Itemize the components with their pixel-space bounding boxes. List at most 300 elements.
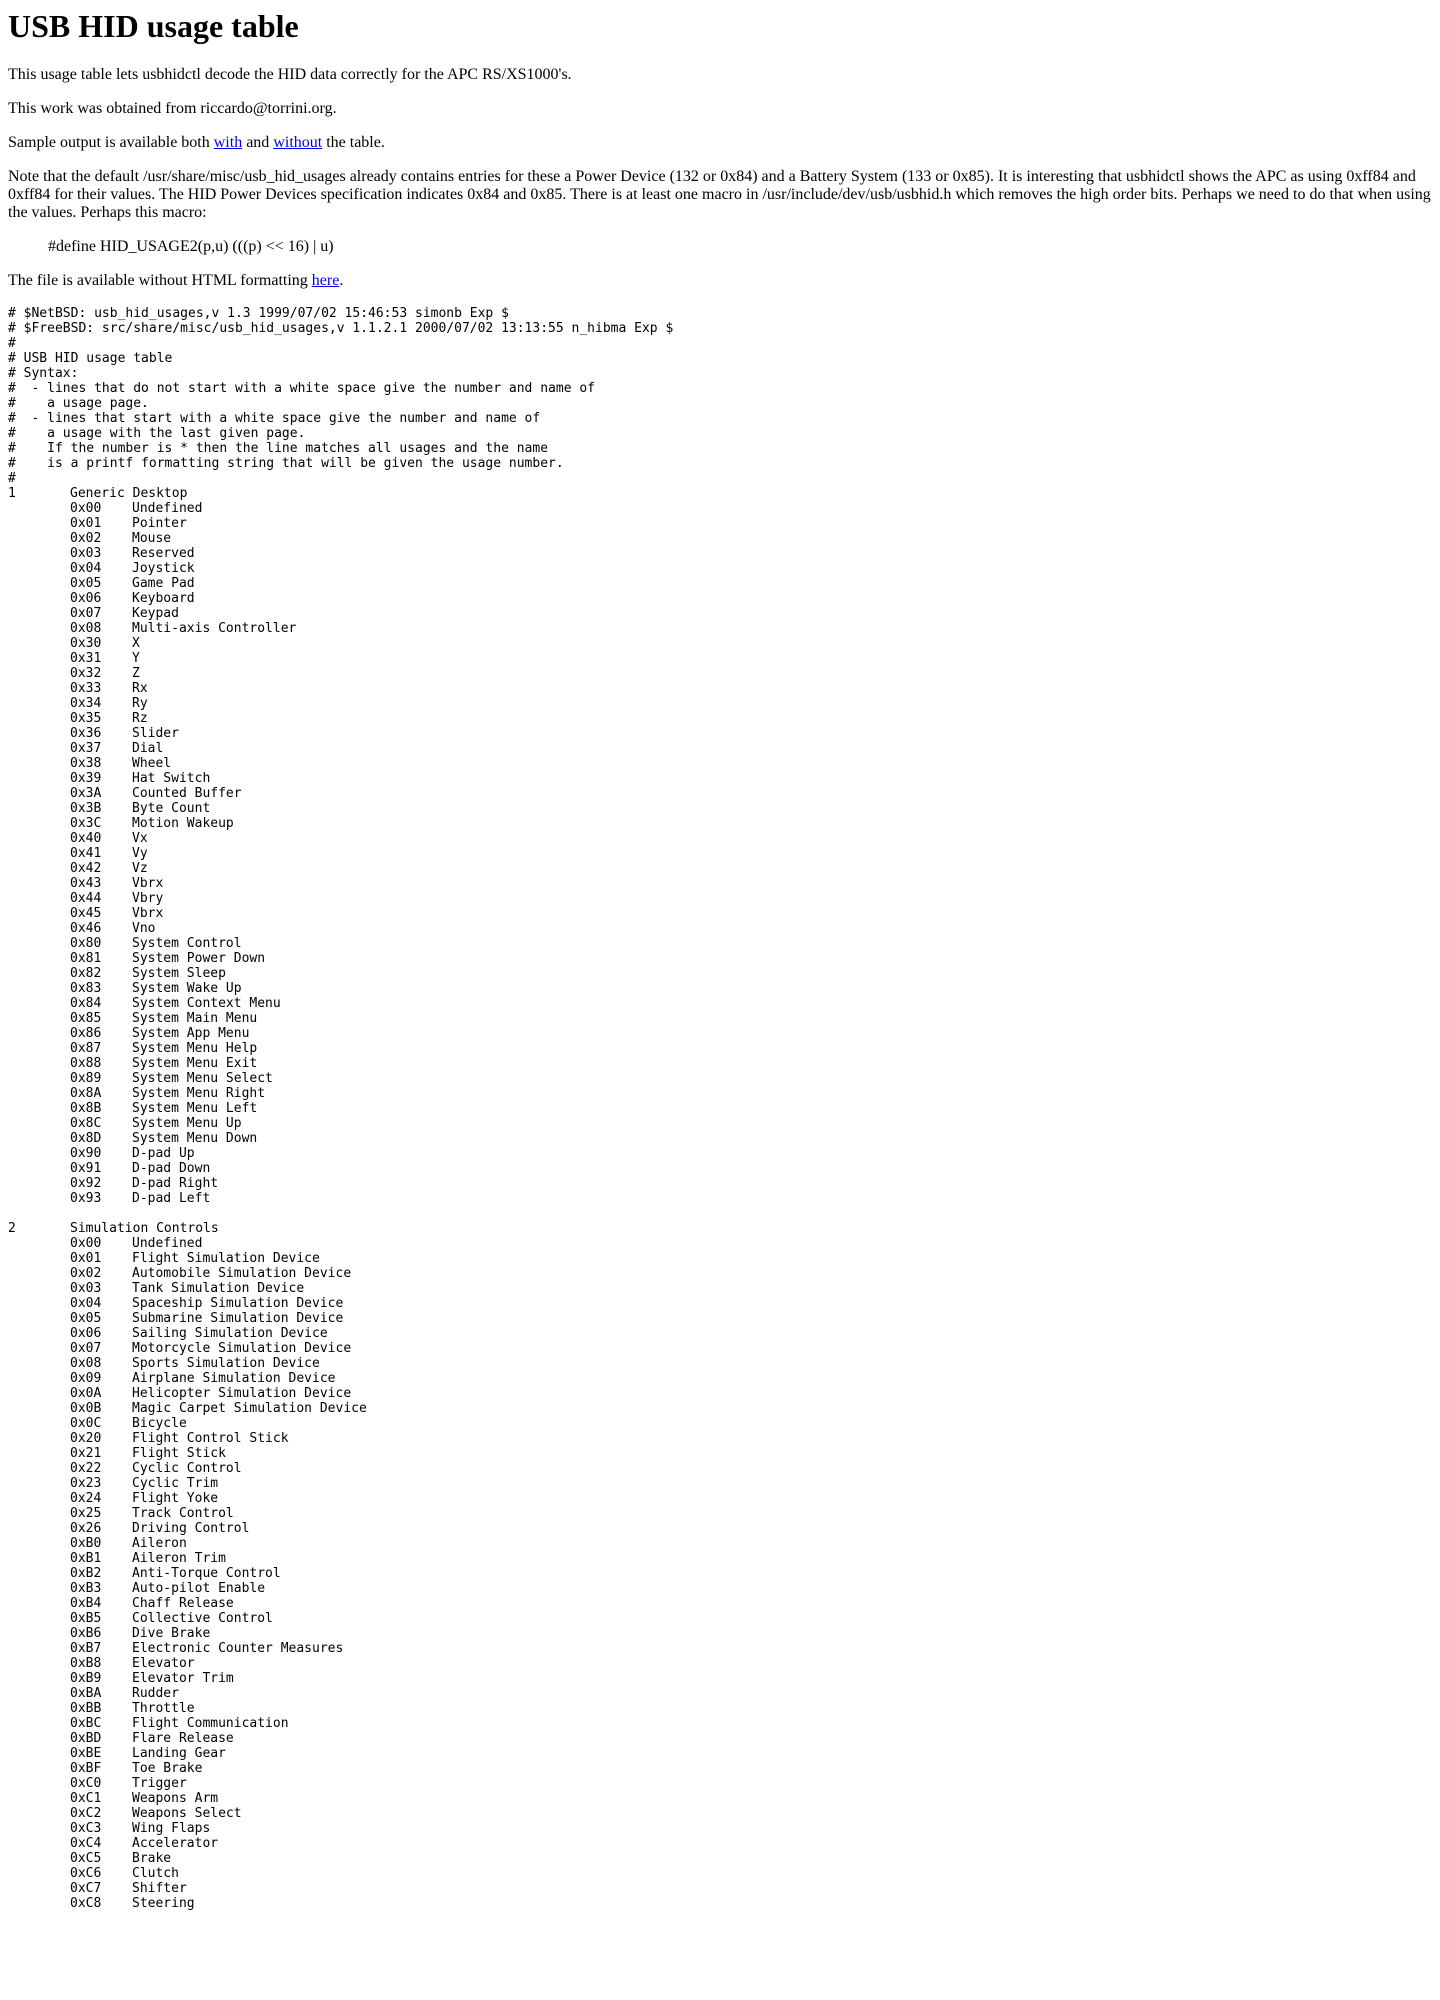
usage-name: System Sleep (132, 966, 226, 981)
usage-row (8, 831, 1432, 846)
usage-name: Flight Stick (132, 1446, 226, 1461)
usage-code: 0x93 (70, 1191, 102, 1206)
usage-row (8, 576, 1432, 591)
usage-row (8, 1626, 1432, 1641)
usage-name: Flight Communication (132, 1716, 289, 1731)
usage-name: Track Control (132, 1506, 234, 1521)
usage-code: 0x25 (70, 1506, 102, 1521)
usage-row (8, 846, 1432, 861)
usage-code: 0xB7 (70, 1641, 102, 1656)
usage-code: 0x8C (70, 1116, 102, 1131)
usage-code: 0x43 (70, 876, 102, 891)
usage-name: Rz (132, 711, 148, 726)
usage-name: Collective Control (132, 1611, 273, 1626)
usage-code: 0x45 (70, 906, 102, 921)
usage-code: 0x0A (70, 1386, 102, 1401)
usage-code: 0xB2 (70, 1566, 102, 1581)
usage-code: 0x0B (70, 1401, 102, 1416)
usage-row (8, 936, 1432, 951)
usage-code: 0xBB (70, 1701, 102, 1716)
usage-name: Elevator (132, 1656, 195, 1671)
usage-row (8, 1596, 1432, 1611)
usage-code: 0x0C (70, 1416, 102, 1431)
usage-row (8, 591, 1432, 606)
usage-name: Helicopter Simulation Device (132, 1386, 352, 1401)
usage-row (8, 1656, 1432, 1671)
listing-header (8, 306, 1432, 486)
usage-row (8, 1776, 1432, 1791)
usage-row (8, 1176, 1432, 1191)
without-link[interactable]: without (273, 134, 323, 151)
usage-name: Vbrx (132, 876, 164, 891)
usage-row (8, 816, 1432, 831)
usage-name: Motion Wakeup (132, 816, 234, 831)
usage-name: Byte Count (132, 801, 211, 816)
file-note-before: The file is available without HTML formatting (8, 272, 312, 289)
usage-row (8, 1851, 1432, 1866)
usage-name: System Context Menu (132, 996, 281, 1011)
usage-code: 0x05 (70, 1311, 102, 1326)
usage-row (8, 1791, 1432, 1806)
usage-name: Vbry (132, 891, 164, 906)
usage-name: Sailing Simulation Device (132, 1326, 328, 1341)
usage-name: Y (132, 651, 140, 666)
usage-code: 0x24 (70, 1491, 102, 1506)
usage-row (8, 1896, 1432, 1911)
usage-row (8, 921, 1432, 936)
usage-row (8, 636, 1432, 651)
usage-code: 0xC7 (70, 1881, 102, 1896)
sample-text-middle: and (242, 134, 274, 151)
usage-code: 0xC8 (70, 1896, 102, 1911)
comment-line: # - lines that do not start with a white space give the number and name of (8, 381, 595, 396)
usage-code: 0x26 (70, 1521, 102, 1536)
usage-name: Undefined (132, 1236, 203, 1251)
usage-name: Keypad (132, 606, 179, 621)
usage-row (8, 1191, 1432, 1206)
usage-name: Sports Simulation Device (132, 1356, 320, 1371)
comment-line: # (8, 336, 16, 351)
usage-name: Rudder (132, 1686, 179, 1701)
usage-code: 0xB8 (70, 1656, 102, 1671)
usage-name: D-pad Down (132, 1161, 211, 1176)
usage-name: D-pad Up (132, 1146, 195, 1161)
usage-code: 0xBF (70, 1761, 102, 1776)
usage-code: 0x86 (70, 1026, 102, 1041)
usage-code: 0x92 (70, 1176, 102, 1191)
usage-code: 0xC4 (70, 1836, 102, 1851)
with-link[interactable]: with (213, 134, 243, 151)
usage-name: Aileron Trim (132, 1551, 226, 1566)
usage-code: 0x37 (70, 741, 102, 756)
usage-row (8, 1551, 1432, 1566)
usage-name: Landing Gear (132, 1746, 226, 1761)
usage-row (8, 1251, 1432, 1266)
usage-name: System Menu Help (132, 1041, 258, 1056)
usage-page-name: Generic Desktop (70, 486, 188, 501)
usage-row (8, 996, 1432, 1011)
usage-name: System Menu Select (132, 1071, 273, 1086)
usage-name: Anti-Torque Control (132, 1566, 281, 1581)
comment-line: # If the number is * then the line matches all usages and the name (8, 441, 549, 456)
usage-code: 0xBC (70, 1716, 102, 1731)
macro-quote: #define HID_USAGE2(p,u) (((p) << 16) | u) (48, 238, 334, 255)
usage-name: System Control (132, 936, 242, 951)
usage-row (8, 1641, 1432, 1656)
usage-name: System Menu Down (132, 1131, 258, 1146)
usage-name: Shifter (132, 1881, 187, 1896)
usage-name: Vbrx (132, 906, 164, 921)
usage-code: 0x88 (70, 1056, 102, 1071)
usage-row (8, 1431, 1432, 1446)
usage-row (8, 1716, 1432, 1731)
usage-code: 0x3B (70, 801, 102, 816)
usage-code: 0x90 (70, 1146, 102, 1161)
usage-code: 0xB0 (70, 1536, 102, 1551)
usage-name: Tank Simulation Device (132, 1281, 305, 1296)
usage-code: 0x36 (70, 726, 102, 741)
usage-row (8, 1881, 1432, 1896)
usage-row (8, 1461, 1432, 1476)
usage-row (8, 531, 1432, 546)
usage-name: System Menu Exit (132, 1056, 258, 1071)
usage-code: 0xC5 (70, 1851, 102, 1866)
usage-name: System Main Menu (132, 1011, 258, 1026)
usage-row (8, 1731, 1432, 1746)
usage-code: 0x84 (70, 996, 102, 1011)
usage-code: 0x32 (70, 666, 102, 681)
usage-row (8, 1011, 1432, 1026)
sample-text-after: the table. (322, 134, 385, 151)
usage-row (8, 1071, 1432, 1086)
usage-row (8, 546, 1432, 561)
usage-code: 0x82 (70, 966, 102, 981)
usage-row (8, 771, 1432, 786)
usage-name: Chaff Release (132, 1596, 234, 1611)
usage-code: 0x22 (70, 1461, 102, 1476)
usage-code: 0x91 (70, 1161, 102, 1176)
usage-code: 0x08 (70, 621, 102, 636)
usage-name: Undefined (132, 501, 203, 516)
usage-name: System Power Down (132, 951, 266, 966)
usage-name: Multi-axis Controller (132, 621, 297, 636)
usage-row (8, 1116, 1432, 1131)
usage-row (8, 966, 1432, 981)
usage-code: 0x3A (70, 786, 102, 801)
usage-code: 0x00 (70, 501, 102, 516)
sample-paragraph (8, 134, 1432, 152)
usage-code: 0x05 (70, 576, 102, 591)
usage-row (8, 1821, 1432, 1836)
usage-code: 0xC1 (70, 1791, 102, 1806)
usage-name: Ry (132, 696, 148, 711)
usage-name: Toe Brake (132, 1761, 203, 1776)
usage-page-number: 1 (8, 486, 16, 501)
usage-page-number: 2 (8, 1221, 16, 1236)
usage-code: 0x33 (70, 681, 102, 696)
usage-name: Counted Buffer (132, 786, 242, 801)
usage-name: Z (132, 666, 140, 681)
usage-name: D-pad Left (132, 1191, 211, 1206)
usage-row (8, 1266, 1432, 1281)
usage-code: 0x06 (70, 591, 102, 606)
usage-row (8, 1476, 1432, 1491)
usage-name: Vz (132, 861, 148, 876)
usage-row (8, 1386, 1432, 1401)
usage-name: Cyclic Trim (132, 1476, 219, 1491)
usage-code: 0xC0 (70, 1776, 102, 1791)
usage-page-header (8, 1221, 1432, 1236)
usage-row (8, 1611, 1432, 1626)
usage-name: Flight Simulation Device (132, 1251, 320, 1266)
usage-row (8, 741, 1432, 756)
usage-name: Flight Yoke (132, 1491, 219, 1506)
usage-code: 0x06 (70, 1326, 102, 1341)
usage-name: Steering (132, 1896, 195, 1911)
usage-row (8, 801, 1432, 816)
usage-row (8, 726, 1432, 741)
intro-paragraph-1: This usage table lets usbhidctl decode the HID data correctly for the APC RS/XS1000's. (8, 66, 572, 83)
usage-code: 0x85 (70, 1011, 102, 1026)
usage-row (8, 561, 1432, 576)
usage-row (8, 1536, 1432, 1551)
usage-name: Electronic Counter Measures (132, 1641, 344, 1656)
usage-name: Keyboard (132, 591, 195, 606)
usage-row (8, 1371, 1432, 1386)
usage-code: 0xC2 (70, 1806, 102, 1821)
usage-row (8, 651, 1432, 666)
usage-row (8, 621, 1432, 636)
comment-line: # - lines that start with a white space give the number and name of (8, 411, 541, 426)
usage-row (8, 1581, 1432, 1596)
usage-name: Dive Brake (132, 1626, 211, 1641)
usage-name: Submarine Simulation Device (132, 1311, 344, 1326)
usage-code: 0x02 (70, 1266, 102, 1281)
usage-row (8, 711, 1432, 726)
usage-code: 0x89 (70, 1071, 102, 1086)
usage-row (8, 981, 1432, 996)
usage-row (8, 1761, 1432, 1776)
usage-code: 0x23 (70, 1476, 102, 1491)
usage-code: 0x20 (70, 1431, 102, 1446)
usage-code: 0xB1 (70, 1551, 102, 1566)
usage-code: 0xB5 (70, 1611, 102, 1626)
usage-row (8, 1281, 1432, 1296)
usage-code: 0x8A (70, 1086, 102, 1101)
usage-code: 0x00 (70, 1236, 102, 1251)
usage-code: 0x39 (70, 771, 102, 786)
usage-page-name: Simulation Controls (70, 1221, 219, 1236)
usage-name: System Menu Up (132, 1116, 242, 1131)
comment-line: # (8, 471, 16, 486)
usage-code: 0x01 (70, 1251, 102, 1266)
usage-code: 0x80 (70, 936, 102, 951)
usage-row (8, 1701, 1432, 1716)
comment-line: # a usage page. (8, 396, 149, 411)
usage-name: Vy (132, 846, 148, 861)
usage-row (8, 1131, 1432, 1146)
usage-name: Hat Switch (132, 771, 211, 786)
usage-name: Auto-pilot Enable (132, 1581, 266, 1596)
usage-code: 0x31 (70, 651, 102, 666)
usage-code: 0xC6 (70, 1866, 102, 1881)
usage-code: 0x41 (70, 846, 102, 861)
usage-name: System Wake Up (132, 981, 242, 996)
blank-line (8, 1206, 1432, 1221)
usage-row (8, 1566, 1432, 1581)
usage-code: 0x01 (70, 516, 102, 531)
usage-name: Accelerator (132, 1836, 219, 1851)
usage-name: Vx (132, 831, 148, 846)
usage-code: 0x02 (70, 531, 102, 546)
usage-name: Wing Flaps (132, 1821, 211, 1836)
usage-name: Dial (132, 741, 164, 756)
usage-code: 0x03 (70, 1281, 102, 1296)
usage-code: 0x07 (70, 606, 102, 621)
usage-name: Brake (132, 1851, 172, 1866)
usage-code: 0xB3 (70, 1581, 102, 1596)
usage-code: 0x30 (70, 636, 102, 651)
usage-row (8, 696, 1432, 711)
sample-text-before: Sample output is available both (8, 134, 214, 151)
usage-name: Elevator Trim (132, 1671, 234, 1686)
usage-name: Aileron (132, 1536, 187, 1551)
usage-row (8, 1506, 1432, 1521)
intro-paragraph-2: This work was obtained from riccardo@torrini.org. (8, 100, 337, 117)
usage-name: Mouse (132, 531, 172, 546)
usage-row (8, 1416, 1432, 1431)
usage-name: Flare Release (132, 1731, 234, 1746)
file-note-after: . (339, 272, 344, 289)
usage-code: 0xBD (70, 1731, 102, 1746)
usage-row (8, 1866, 1432, 1881)
usage-code: 0xBA (70, 1686, 102, 1701)
usage-row (8, 1806, 1432, 1821)
usage-row (8, 501, 1432, 516)
usage-row (8, 1521, 1432, 1536)
usage-code: 0x3C (70, 816, 102, 831)
usage-code: 0x09 (70, 1371, 102, 1386)
page-title: USB HID usage table (8, 8, 299, 44)
usage-row (8, 1311, 1432, 1326)
usage-name: Airplane Simulation Device (132, 1371, 336, 1386)
usage-row (8, 1341, 1432, 1356)
usage-name: System Menu Right (132, 1086, 266, 1101)
usage-code: 0xC3 (70, 1821, 102, 1836)
usage-name: Wheel (132, 756, 172, 771)
usage-code: 0x08 (70, 1356, 102, 1371)
usage-code: 0xB6 (70, 1626, 102, 1641)
usage-code: 0x21 (70, 1446, 102, 1461)
usage-row (8, 1686, 1432, 1701)
usage-row (8, 1101, 1432, 1116)
usage-code: 0x83 (70, 981, 102, 996)
usage-code: 0xB4 (70, 1596, 102, 1611)
usage-name: Weapons Select (132, 1806, 242, 1821)
usage-name: Weapons Arm (132, 1791, 219, 1806)
usage-name: D-pad Right (132, 1176, 219, 1191)
usage-row (8, 861, 1432, 876)
usage-code: 0x81 (70, 951, 102, 966)
usage-name: System Menu Left (132, 1101, 258, 1116)
usage-table-listing (8, 306, 1432, 1911)
usage-row (8, 906, 1432, 921)
comment-line: # a usage with the last given page. (8, 426, 306, 441)
comment-line: # $NetBSD: usb_hid_usages,v 1.3 1999/07/02 15:46:53 simonb Exp $ (8, 306, 509, 321)
usage-code: 0x38 (70, 756, 102, 771)
usage-name: Flight Control Stick (132, 1431, 289, 1446)
here-link[interactable]: here (311, 272, 340, 289)
comment-line: # $FreeBSD: src/share/misc/usb_hid_usages,v 1.1.2.1 2000/07/02 13:13:55 n_hibma Exp $ (8, 321, 674, 336)
usage-name: Slider (132, 726, 179, 741)
usage-row (8, 786, 1432, 801)
usage-row (8, 876, 1432, 891)
comment-line: # is a printf formatting string that will be given the usage number. (8, 456, 564, 471)
usage-name: X (132, 636, 140, 651)
usage-row (8, 1146, 1432, 1161)
usage-name: Vno (132, 921, 156, 936)
usage-name: Reserved (132, 546, 195, 561)
usage-name: Pointer (132, 516, 187, 531)
usage-name: Cyclic Control (132, 1461, 242, 1476)
usage-name: Game Pad (132, 576, 195, 591)
usage-code: 0x8B (70, 1101, 102, 1116)
usage-name: Driving Control (132, 1521, 250, 1536)
usage-row (8, 1401, 1432, 1416)
usage-row (8, 1236, 1432, 1251)
usage-name: Trigger (132, 1776, 187, 1791)
usage-row (8, 1491, 1432, 1506)
usage-row (8, 1356, 1432, 1371)
usage-name: Throttle (132, 1701, 195, 1716)
usage-code: 0x34 (70, 696, 102, 711)
usage-name: System App Menu (132, 1026, 250, 1041)
usage-row (8, 1056, 1432, 1071)
usage-name: Automobile Simulation Device (132, 1266, 352, 1281)
usage-row (8, 1086, 1432, 1101)
usage-name: Clutch (132, 1866, 179, 1881)
usage-code: 0x07 (70, 1341, 102, 1356)
usage-name: Magic Carpet Simulation Device (132, 1401, 367, 1416)
usage-row (8, 756, 1432, 771)
usage-row (8, 1026, 1432, 1041)
note-paragraph: Note that the default /usr/share/misc/usb_hid_usages already contains entries for these a Power Device (132 or 0x84) and a Battery System (133 or 0x85). It is interesting that usbhidctl shows the APC as using 0xff84 and 0xff84 for their values. The HID Power Devices specification indicates 0x84 and 0x85. There is at least one macro in /usr/include/dev/usb/usbhid.h which removes the high order bits. Perhaps we need to do that when using the values. Perhaps this macro: (8, 168, 1431, 221)
comment-line: # USB HID usage table (8, 351, 173, 366)
usage-code: 0xBE (70, 1746, 102, 1761)
usage-page-header (8, 486, 1432, 501)
usage-name: Motorcycle Simulation Device (132, 1341, 352, 1356)
usage-row (8, 891, 1432, 906)
usage-row (8, 666, 1432, 681)
file-note-paragraph (8, 272, 1432, 290)
usage-name: Spaceship Simulation Device (132, 1296, 344, 1311)
usage-name: Bicycle (132, 1416, 187, 1431)
usage-row (8, 1041, 1432, 1056)
usage-row (8, 681, 1432, 696)
usage-pages (8, 486, 1432, 1911)
usage-name: Joystick (132, 561, 195, 576)
usage-row (8, 951, 1432, 966)
usage-row (8, 1746, 1432, 1761)
usage-code: 0x03 (70, 546, 102, 561)
usage-name: Rx (132, 681, 148, 696)
usage-code: 0x35 (70, 711, 102, 726)
usage-row (8, 1446, 1432, 1461)
usage-row (8, 1836, 1432, 1851)
usage-code: 0x46 (70, 921, 102, 936)
usage-code: 0x04 (70, 1296, 102, 1311)
usage-code: 0x8D (70, 1131, 102, 1146)
